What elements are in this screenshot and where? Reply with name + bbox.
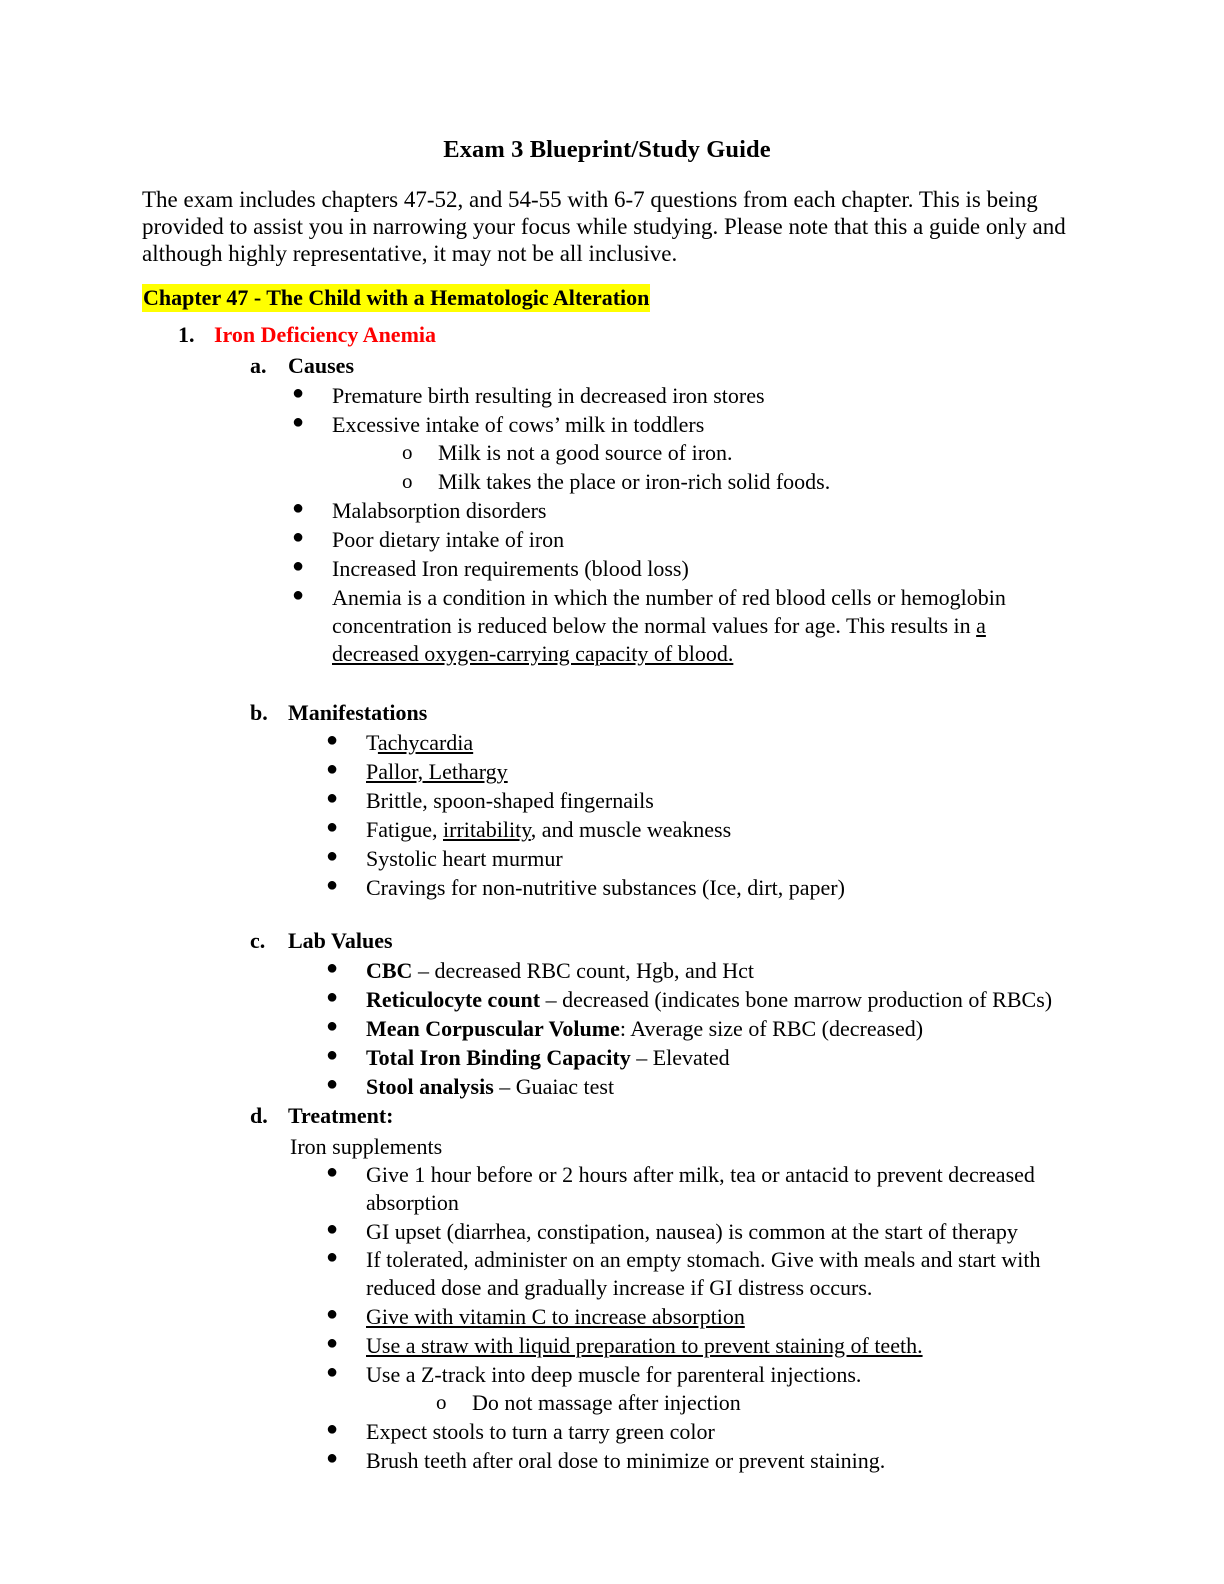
subsection-marker-d: d. xyxy=(250,1103,268,1129)
list-item-text-underlined: Give with vitamin C to increase absorption xyxy=(366,1304,745,1330)
bullet-icon: ● xyxy=(292,496,305,519)
list-item xyxy=(326,1044,1072,1072)
list-item xyxy=(292,497,1072,525)
list-item-text: Cravings for non-nutritive substances (Ice, dirt, paper) xyxy=(366,874,845,900)
bullet-icon: ● xyxy=(292,525,305,548)
subsection-marker-c: c. xyxy=(250,927,266,953)
section-title: Iron Deficiency Anemia xyxy=(214,322,437,348)
lab-detail: – decreased RBC count, Hgb, and Hct xyxy=(412,958,754,984)
list-item xyxy=(326,986,1072,1014)
bullet-icon: ● xyxy=(326,1303,339,1326)
document-body xyxy=(142,136,1072,1476)
list-item-text: Increased Iron requirements (blood loss) xyxy=(332,555,689,581)
list-item xyxy=(326,1218,1072,1246)
list-item xyxy=(402,468,1072,496)
list-item xyxy=(292,411,1072,496)
lab-detail: – Elevated xyxy=(630,1045,730,1071)
bullet-icon: ● xyxy=(292,583,305,606)
bullet-icon: ● xyxy=(326,1217,339,1240)
list-item xyxy=(326,874,1072,902)
list-item xyxy=(326,1332,1072,1360)
pallor-lethargy-text: Pallor, Lethargy xyxy=(366,759,508,785)
list-item-text: Do not massage after injection xyxy=(472,1390,741,1416)
list-item xyxy=(326,729,1072,757)
lab-term: Total Iron Binding Capacity xyxy=(366,1045,631,1071)
list-item-text: If tolerated, administer on an empty stomach. Give with meals and start with reduced dose and gradually increase if GI distress occurs. xyxy=(366,1247,1041,1301)
anemia-definition-underlined: a decreased oxygen-carrying capacity of blood. xyxy=(332,612,986,666)
list-item-text: Milk is not a good source of iron. xyxy=(438,440,733,466)
subsection-heading-lab-values xyxy=(250,927,1072,956)
chapter-heading-highlight: Chapter 47 - The Child with a Hematologic Alteration xyxy=(143,284,650,310)
manifestations-list xyxy=(326,729,1072,902)
list-item-text: Milk takes the place or iron-rich solid foods. xyxy=(438,469,831,495)
list-item xyxy=(292,382,1072,410)
list-item xyxy=(326,845,1072,873)
list-item-text: Brush teeth after oral dose to minimize or prevent staining. xyxy=(366,1448,886,1474)
lab-term: Stool analysis xyxy=(366,1074,494,1100)
list-item xyxy=(326,816,1072,844)
list-item-text: Use a Z-track into deep muscle for parenteral injections. xyxy=(366,1362,862,1388)
bullet-icon: ● xyxy=(326,957,339,980)
bullet-icon: ● xyxy=(326,729,339,752)
bullet-icon: ● xyxy=(326,1332,339,1355)
circle-bullet-icon: o xyxy=(402,469,413,494)
list-item-text: Premature birth resulting in decreased iron stores xyxy=(332,383,765,409)
fatigue-underlined: irritability xyxy=(443,817,531,843)
page-title: Exam 3 Blueprint/Study Guide xyxy=(443,136,771,163)
list-item-text: Systolic heart murmur xyxy=(366,845,563,871)
circle-bullet-icon: o xyxy=(436,1390,447,1415)
chapter-heading xyxy=(142,284,1072,312)
section-heading-iron-deficiency-anemia xyxy=(178,321,1072,350)
lab-detail: – decreased (indicates bone marrow production of RBCs) xyxy=(540,987,1053,1013)
bullet-icon: ● xyxy=(326,844,339,867)
list-item xyxy=(326,1015,1072,1043)
subsection-label-manifestations: Manifestations xyxy=(288,699,428,725)
tachycardia-lead: T xyxy=(366,730,378,756)
lab-detail: – Guaiac test xyxy=(493,1074,615,1100)
intro-paragraph: The exam includes chapters 47-52, and 54-55 with 6-7 questions from each chapter. This is being provided to assist you in narrowing your focus while studying. Please note that this a guide only and although highly representative, it may not be all inclusive. xyxy=(142,187,1066,267)
list-item-anemia-definition xyxy=(292,584,1072,668)
circle-bullet-icon: o xyxy=(402,440,413,465)
causes-list xyxy=(292,382,1072,667)
subsection-label-treatment: Treatment: xyxy=(288,1103,394,1129)
list-item xyxy=(326,758,1072,786)
bullet-icon: ● xyxy=(326,1418,339,1441)
bullet-icon: ● xyxy=(326,1160,339,1183)
list-item-text: Expect stools to turn a tarry green color xyxy=(366,1419,715,1445)
bullet-icon: ● xyxy=(326,986,339,1009)
list-item-text-underlined: Use a straw with liquid preparation to prevent staining of teeth. xyxy=(366,1333,923,1359)
list-item xyxy=(326,1246,1072,1302)
list-item xyxy=(326,787,1072,815)
bullet-icon: ● xyxy=(326,1361,339,1384)
lab-detail: : Average size of RBC (decreased) xyxy=(619,1016,924,1042)
lab-values-list xyxy=(326,957,1072,1101)
lab-term: CBC xyxy=(366,958,413,984)
bullet-icon: ● xyxy=(292,382,305,405)
list-item xyxy=(326,1418,1072,1446)
treatment-lead-in: Iron supplements xyxy=(290,1133,443,1159)
lab-term: Reticulocyte count xyxy=(366,987,541,1013)
bullet-icon: ● xyxy=(292,554,305,577)
subsection-label-lab-values: Lab Values xyxy=(288,927,393,953)
fatigue-post: , and muscle weakness xyxy=(530,817,732,843)
subsection-heading-causes xyxy=(250,352,1072,381)
bullet-icon: ● xyxy=(292,411,305,434)
list-item xyxy=(326,1361,1072,1417)
subsection-heading-manifestations xyxy=(250,699,1072,728)
ztrack-sub-list xyxy=(436,1389,1072,1417)
tachycardia-underlined: achycardia xyxy=(377,730,474,756)
list-item xyxy=(326,1161,1072,1217)
list-item xyxy=(436,1389,1072,1417)
treatment-list xyxy=(326,1161,1072,1475)
list-item-text: Poor dietary intake of iron xyxy=(332,526,565,552)
milk-sub-list xyxy=(402,439,1072,496)
list-item-text: Malabsorption disorders xyxy=(332,497,547,523)
list-item xyxy=(326,1073,1072,1101)
list-item-text: Give 1 hour before or 2 hours after milk, tea or antacid to prevent decreased absorption xyxy=(366,1161,1035,1215)
bullet-icon: ● xyxy=(326,1044,339,1067)
subsection-marker-b: b. xyxy=(250,699,268,725)
bullet-icon: ● xyxy=(326,1246,339,1269)
list-item xyxy=(326,957,1072,985)
list-item xyxy=(326,1447,1072,1475)
subsection-label-causes: Causes xyxy=(288,352,355,378)
section-number: 1. xyxy=(178,322,195,348)
fatigue-pre: Fatigue, xyxy=(366,817,443,843)
subsection-marker-a: a. xyxy=(250,352,267,378)
list-item xyxy=(292,526,1072,554)
list-item-text: Brittle, spoon-shaped fingernails xyxy=(366,788,654,814)
bullet-icon: ● xyxy=(326,816,339,839)
anemia-definition-plain: Anemia is a condition in which the number of red blood cells or hemoglobin concentration is reduced below the normal values for age. This results in xyxy=(332,584,1006,638)
bullet-icon: ● xyxy=(326,1073,339,1096)
bullet-icon: ● xyxy=(326,1447,339,1470)
spacer xyxy=(142,669,1072,699)
list-item xyxy=(292,555,1072,583)
subsection-heading-treatment xyxy=(250,1102,1072,1131)
spacer xyxy=(142,903,1072,927)
list-item xyxy=(326,1303,1072,1331)
bullet-icon: ● xyxy=(326,873,339,896)
list-item-text: Excessive intake of cows’ milk in toddlers xyxy=(332,412,705,438)
list-item-text: GI upset (diarrhea, constipation, nausea) is common at the start of therapy xyxy=(366,1218,1018,1244)
lab-term: Mean Corpuscular Volume xyxy=(366,1016,620,1042)
list-item xyxy=(402,439,1072,467)
bullet-icon: ● xyxy=(326,787,339,810)
bullet-icon: ● xyxy=(326,1015,339,1038)
bullet-icon: ● xyxy=(326,758,339,781)
